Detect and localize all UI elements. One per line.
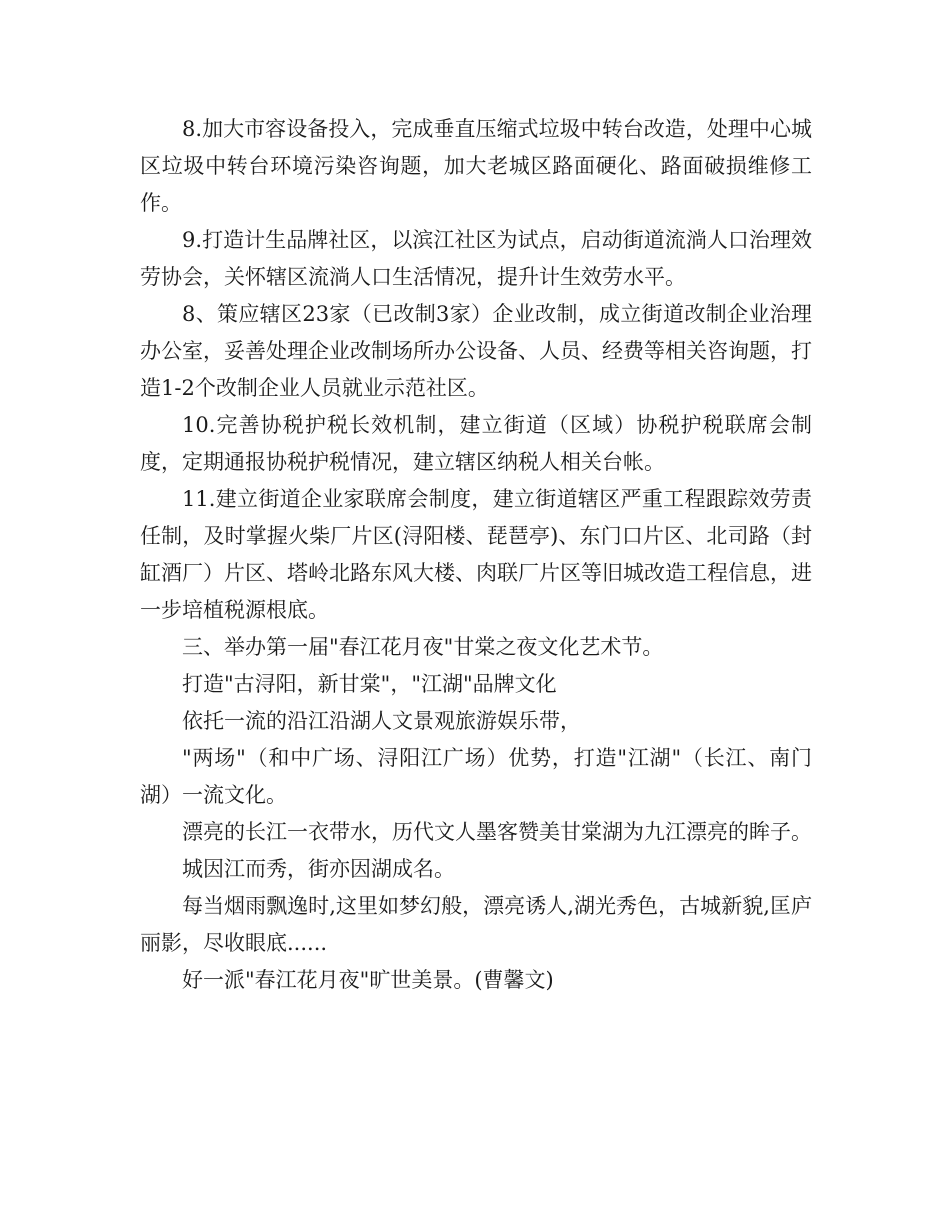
paragraph-yangtze: 漂亮的长江一衣带水，历代文人墨客赞美甘棠湖为九江漂亮的眸子。 [182,820,812,844]
paragraph-two-squares: "两场"（和中广场、浔阳江广场）优势，打造"江湖"（长江、南门湖）一流文化。 [140,746,812,807]
paragraph-city-lake: 城因江而秀，街亦因湖成名。 [182,857,455,881]
paragraph-item-10-tax: 10.完善协税护税长效机制，建立街道（区域）协税护税联席会制度，定期通报协税护税情况，建立辖区纳税人相关台帐。 [140,413,812,474]
paragraph-item-8-sanitation: 8.加大市容设备投入，完成垂直压缩式垃圾中转台改造，处理中心城区垃圾中转台环境污染咨询题，加大老城区路面硬化、路面破损维修工作。 [140,117,812,215]
paragraph-scenic-belt: 依托一流的沿江沿湖人文景观旅游娱乐带， [182,709,581,733]
section-heading-festival: 三、举办第一届"春江花月夜"甘棠之夜文化艺术节。 [182,635,664,659]
paragraph-item-8-enterprise-reform: 8、策应辖区23家（已改制3家）企业改制，成立街道改制企业治理办公室，妥善处理企业改制场所办公设备、人员、经费等相关咨询题，打造1-2个改制企业人员就业示范社区。 [140,302,812,400]
paragraph-misty-rain: 每当烟雨飘逸时,这里如梦幻般，漂亮诱人,湖光秀色，古城新貌,匡庐丽影，尽收眼底...... [140,894,812,955]
paragraph-closing: 好一派"春江花月夜"旷世美景。(曹馨文) [182,968,554,992]
paragraph-item-11-entrepreneurs: 11.建立街道企业家联席会制度，建立街道辖区严重工程跟踪效劳责任制，及时掌握火柴厂片区(浔阳楼、琵琶亭)、东门口片区、北司路（封缸酒厂）片区、塔岭北路东风大楼、肉联厂片区等旧城改造工程信息，进一步培植税源根底。 [140,487,812,622]
document-page [140,111,812,999]
paragraph-brand-culture: 打造"古浔阳，新甘棠"，"江湖"品牌文化 [182,672,557,696]
paragraph-item-9-family-planning: 9.打造计生品牌社区，以滨江社区为试点，启动街道流淌人口治理效劳协会，关怀辖区流淌人口生活情况，提升计生效劳水平。 [140,228,812,289]
